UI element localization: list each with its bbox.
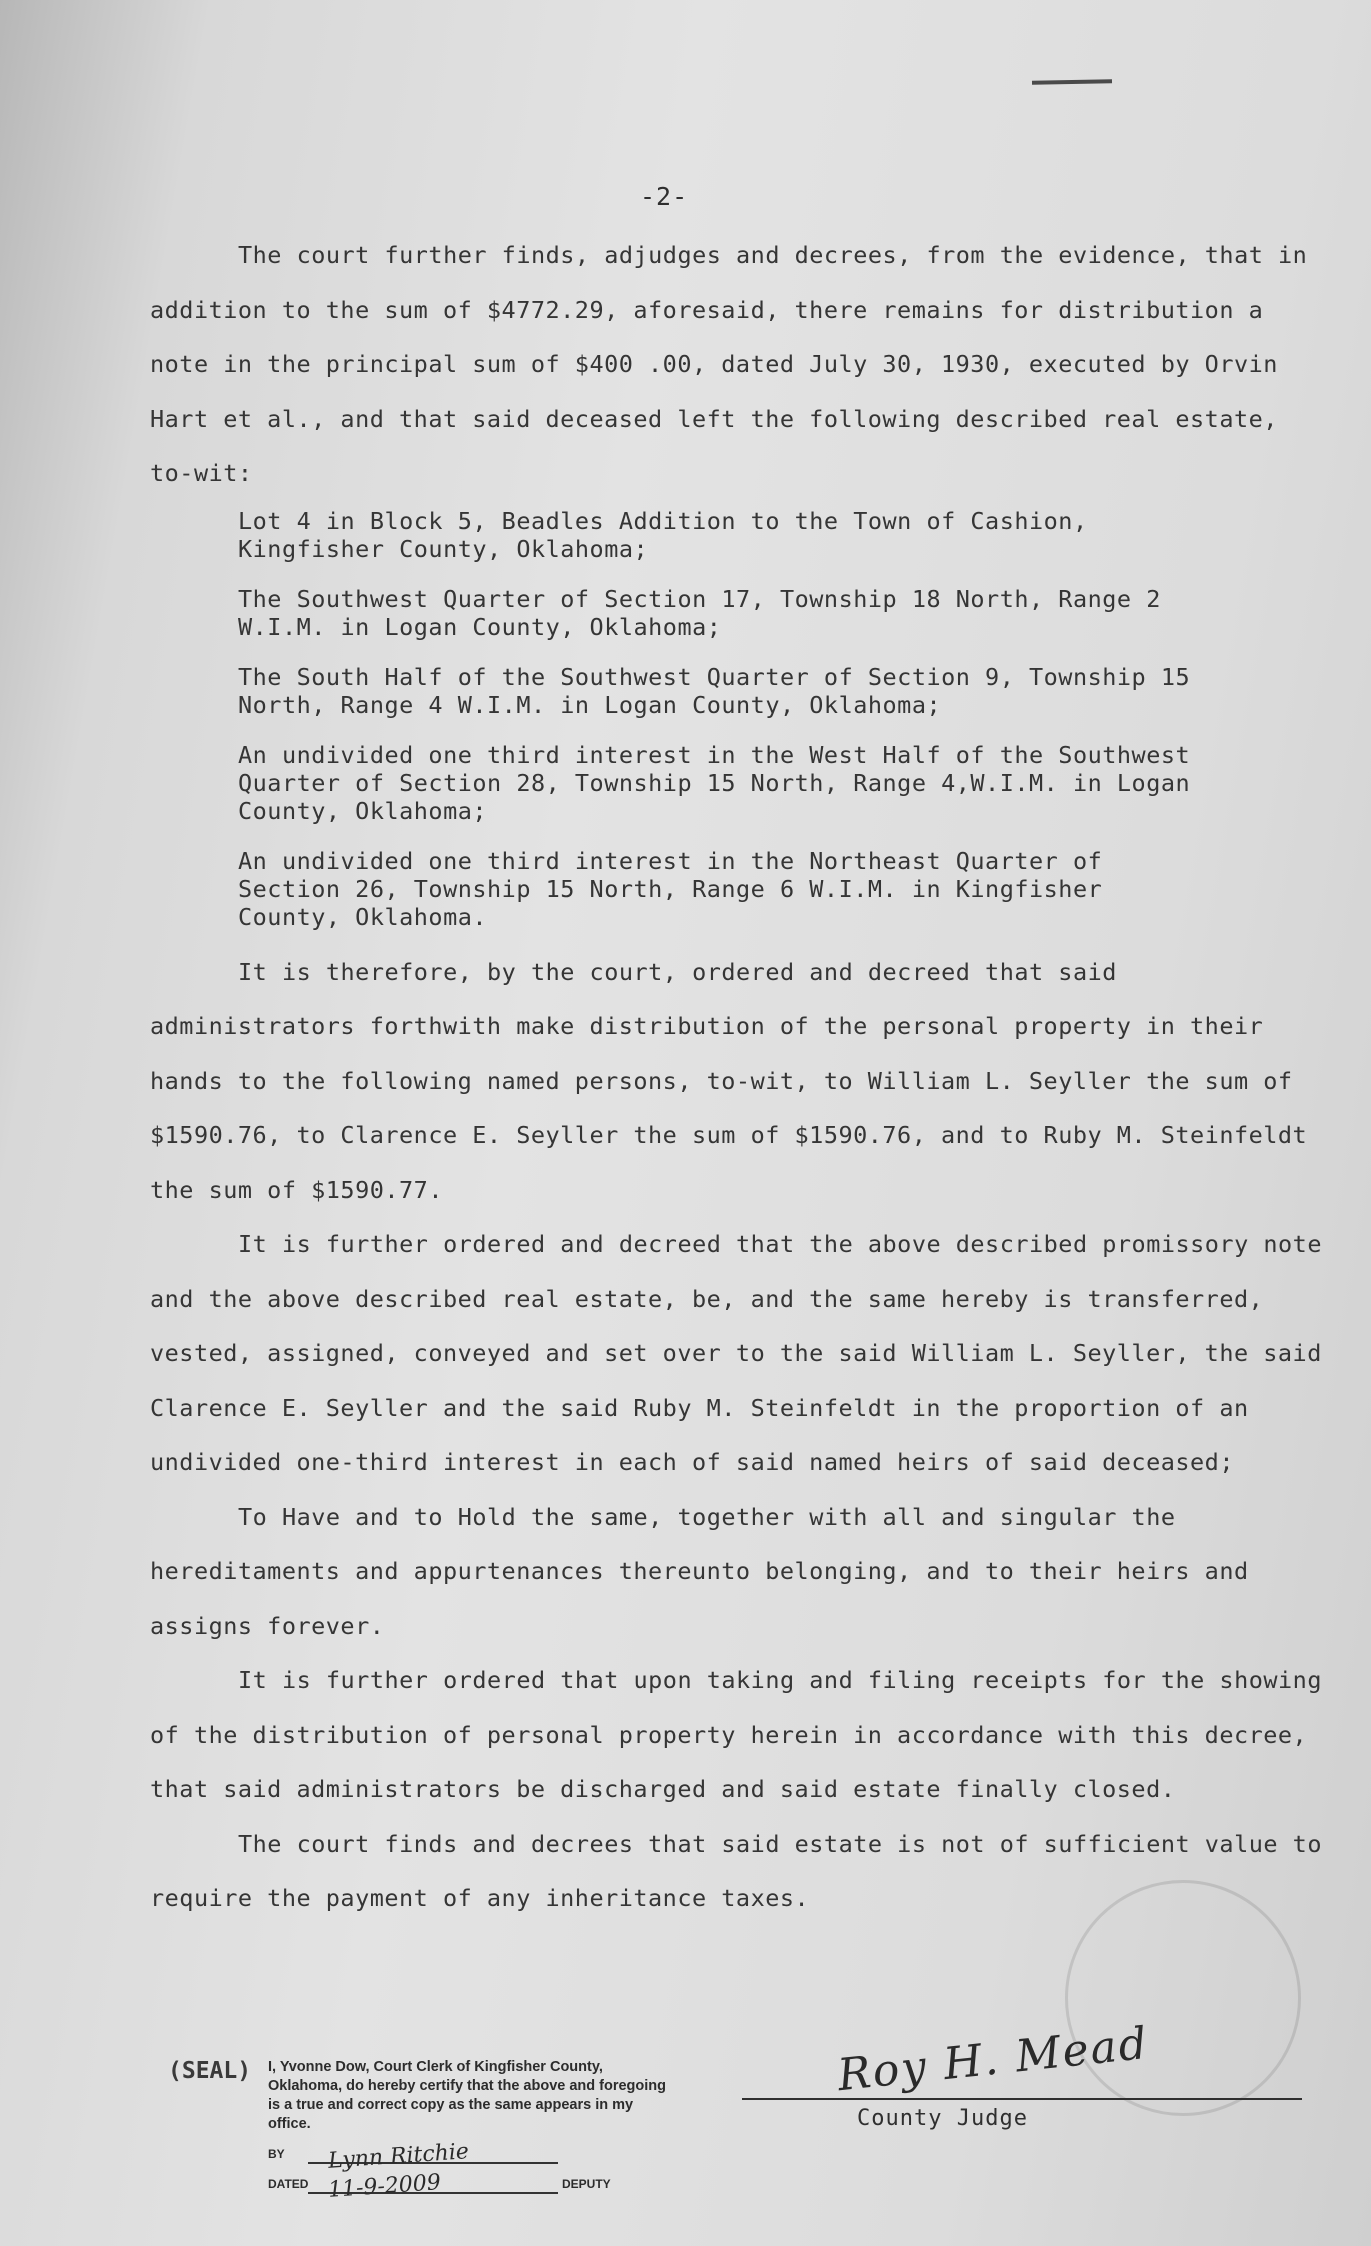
clerk-certification-stamp xyxy=(268,2058,668,2203)
real-estate-item: Lot 4 in Block 5, Beadles Addition to the Town of Cashion, Kingfisher County, Oklahoma; xyxy=(238,506,1088,563)
signature-line xyxy=(742,2098,1302,2100)
real-estate-item: The South Half of the Southwest Quarter of Section 9, Township 15 North, Range 4 W.I.M. in Logan County, Oklahoma; xyxy=(238,662,1191,719)
stamp-dated-row xyxy=(268,2170,668,2203)
judge-signature: Roy H. Mead xyxy=(835,2017,1152,2102)
seal-label: (SEAL) xyxy=(168,2058,252,2084)
paragraph-findings: The court further finds, adjudges and decrees, from the evidence, that in addition to the sum of $4772.29, aforesaid, there remains for distribution a note in the principal sum of $400 .00, dated July 30, 1930, executed by Orvin Hart et al., and that said deceased left the following described real estate, to-wit: xyxy=(150,241,1308,487)
judge-signature-block xyxy=(742,2017,1302,2138)
by-signature-line xyxy=(308,2139,558,2174)
paragraph-discharge: It is further ordered that upon taking and filing receipts for the showing of the distribution of personal property herein in accordance with this decree, that said administrators be discharged and said estate finally closed. xyxy=(150,1666,1322,1803)
real-estate-item: An undivided one third interest in the West Half of the Southwest Quarter of Section 28, Township 15 North, Range 4,W.I.M. in Logan County, Oklahoma; xyxy=(238,740,1191,825)
dated-value: 11-9-2009 xyxy=(327,2170,442,2203)
stamp-by-row xyxy=(268,2139,668,2174)
paragraph-habendum: To Have and to Hold the same, together with all and singular the hereditaments and appurtenances thereunto belonging, and to their heirs and assigns forever. xyxy=(150,1502,1249,1640)
by-label: BY xyxy=(268,2147,285,2161)
real-estate-list xyxy=(238,507,1218,931)
judge-title: County Judge xyxy=(857,2106,1028,2131)
edge-mark xyxy=(1032,79,1112,84)
real-estate-item: The Southwest Quarter of Section 17, Township 18 North, Range 2 W.I.M. in Logan County, Oklahoma; xyxy=(238,584,1161,641)
deputy-signature: Lynn Ritchie xyxy=(327,2139,470,2174)
dated-label: DATED xyxy=(268,2177,309,2191)
deputy-label: DEPUTY xyxy=(562,2177,611,2191)
paragraph-taxes: The court finds and decrees that said estate is not of sufficient value to require the payment of any inheritance taxes. xyxy=(150,1829,1322,1912)
real-estate-item: An undivided one third interest in the Northeast Quarter of Section 26, Township 15 North, Range 6 W.I.M. in Kingfisher County, Oklahoma. xyxy=(238,846,1103,931)
paragraph-transfer: It is further ordered and decreed that the above described promissory note and the above described real estate, be, and the same hereby is transferred, vested, assigned, conveyed and set over to the said William L. Seyller, the said Clarence E. Seyller and the said Ruby M. Steinfeldt in the proportion of an undivided one-third interest in each of said named heirs of said deceased; xyxy=(150,1230,1322,1476)
paragraph-distribution: It is therefore, by the court, ordered and decreed that said administrators forthwith make distribution of the personal property in their hands to the following named persons, to-wit, to William L. Seyller the sum of $1590.76, to Clarence E. Seyller the sum of $1590.76, and to Ruby M. Steinfeldt the sum of $1590.77. xyxy=(150,957,1308,1204)
page-number: -2- xyxy=(640,182,689,211)
document-body xyxy=(150,228,1330,1926)
certification-text: I, Yvonne Dow, Court Clerk of Kingfisher County, Oklahoma, do hereby certify that the above and foregoing is a true and correct copy as the same appears in my office. xyxy=(268,2059,667,2132)
dated-line xyxy=(308,2170,558,2203)
